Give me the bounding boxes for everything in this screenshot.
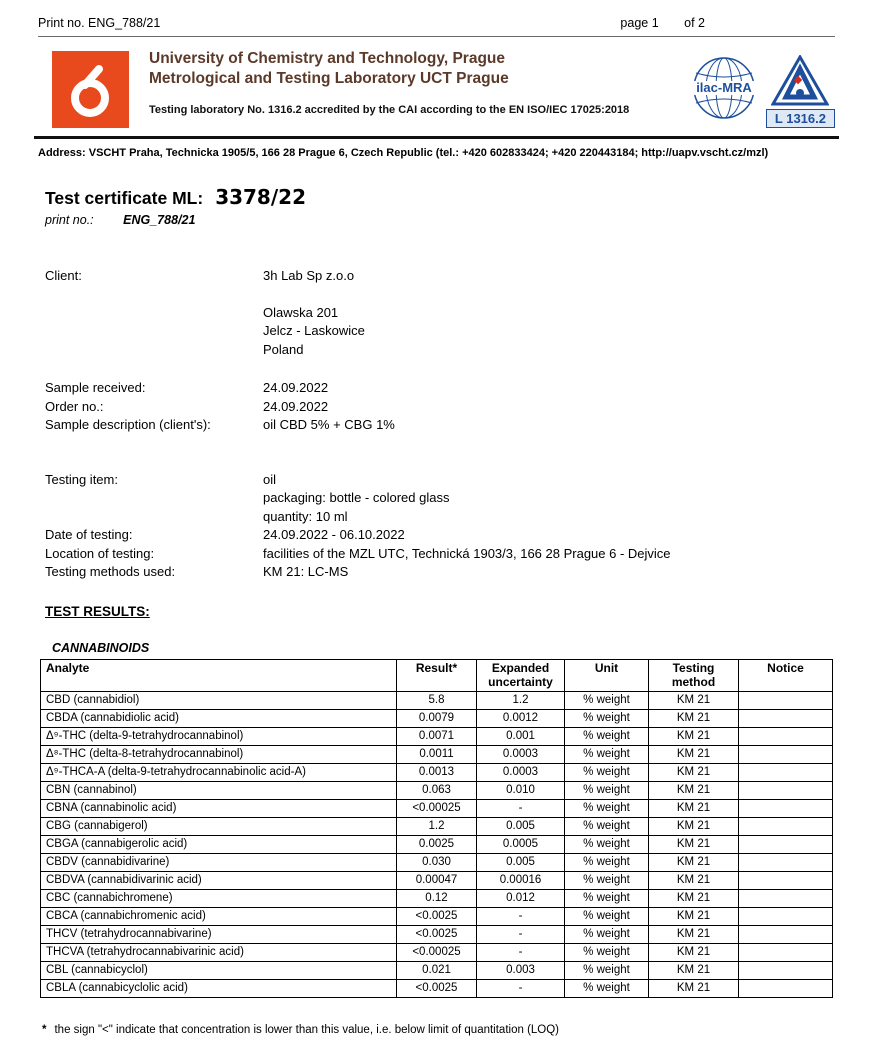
uncertainty-cell: -: [477, 979, 565, 997]
method-cell: KM 21: [649, 871, 739, 889]
table-row: [41, 817, 833, 835]
analyte-cell: CBC (cannabichromene): [41, 889, 397, 907]
svg-text:ilac-MRA: ilac-MRA: [696, 80, 752, 95]
table-row: [41, 709, 833, 727]
analyte-cell: CBG (cannabigerol): [41, 817, 397, 835]
unit-cell: % weight: [565, 691, 649, 709]
table-row: [41, 889, 833, 907]
sample-received-row: [45, 379, 873, 398]
letterhead: [38, 47, 835, 128]
unit-cell: % weight: [565, 709, 649, 727]
method-cell: KM 21: [649, 781, 739, 799]
result-cell: 5.8: [397, 691, 477, 709]
footnote-asterisk: *: [42, 1023, 47, 1036]
certificate-number: 3378/22: [215, 185, 306, 209]
methods-value: KM 21: LC-MS: [263, 564, 349, 579]
unit-cell: % weight: [565, 781, 649, 799]
unit-cell: % weight: [565, 907, 649, 925]
unit-cell: % weight: [565, 727, 649, 745]
uncertainty-cell: 0.0012: [477, 709, 565, 727]
method-cell: KM 21: [649, 979, 739, 997]
uncertainty-cell: 0.012: [477, 889, 565, 907]
method-cell: KM 21: [649, 691, 739, 709]
order-no-row: [45, 398, 873, 417]
result-cell: <0.0025: [397, 979, 477, 997]
uncertainty-cell: 0.00016: [477, 871, 565, 889]
client-label: Client:: [45, 268, 82, 283]
analyte-cell: CBNA (cannabinolic acid): [41, 799, 397, 817]
table-header-row: [41, 659, 833, 691]
table-row: [41, 691, 833, 709]
result-cell: 0.021: [397, 961, 477, 979]
print-no-row: [45, 213, 873, 227]
uncertainty-header: Expanded uncertainty: [477, 659, 565, 691]
result-cell: 0.00047: [397, 871, 477, 889]
table-row: [41, 907, 833, 925]
org-name-line2: Metrological and Testing Laboratory UCT Prague: [149, 70, 509, 88]
analyte-cell: Δ⁹-THCA-A (delta-9-tetrahydrocannabinolic acid-A): [41, 763, 397, 781]
uncertainty-cell: 0.005: [477, 853, 565, 871]
testing-item-row: [45, 471, 873, 490]
notice-cell: [739, 871, 833, 889]
uncertainty-cell: -: [477, 925, 565, 943]
result-cell: 0.0079: [397, 709, 477, 727]
unit-cell: % weight: [565, 835, 649, 853]
notice-cell: [739, 817, 833, 835]
uncertainty-cell: 0.0005: [477, 835, 565, 853]
result-cell: 0.030: [397, 853, 477, 871]
unit-cell: % weight: [565, 979, 649, 997]
location-label: Location of testing:: [45, 545, 155, 561]
notice-cell: [739, 763, 833, 781]
results-table: [40, 659, 833, 998]
notice-cell: [739, 853, 833, 871]
certificate-title: Test certificate ML:: [45, 188, 204, 208]
location-value: facilities of the MZL UTC, Technická 1903/3, 166 28 Prague 6 - Dejvice: [263, 545, 671, 561]
date-of-testing-label: Date of testing:: [45, 527, 133, 542]
method-header: Testing method: [649, 659, 739, 691]
table-row: [41, 943, 833, 961]
unit-header: Unit: [565, 659, 649, 691]
footnote: [42, 1024, 873, 1036]
notice-cell: [739, 691, 833, 709]
table-row: [41, 781, 833, 799]
method-cell: KM 21: [649, 889, 739, 907]
accreditation-line: Testing laboratory No. 1316.2 accredited by the CAI according to the EN ISO/IEC 17025:2018: [149, 104, 630, 117]
unit-cell: % weight: [565, 871, 649, 889]
result-cell: 0.0011: [397, 745, 477, 763]
notice-cell: [739, 745, 833, 763]
result-cell: 0.0071: [397, 727, 477, 745]
method-cell: KM 21: [649, 943, 739, 961]
methods-row: [45, 563, 873, 582]
analyte-cell: CBN (cannabinol): [41, 781, 397, 799]
uncertainty-cell: -: [477, 907, 565, 925]
analyte-cell: CBDVA (cannabidivarinic acid): [41, 871, 397, 889]
cannabinoids-heading: CANNABINOIDS: [52, 640, 150, 655]
certificate-details: [45, 267, 873, 582]
org-name-line1: University of Chemistry and Technology, Prague: [149, 50, 506, 67]
analyte-cell: Δ⁹-THC (delta-9-tetrahydrocannabinol): [41, 727, 397, 745]
result-cell: 0.0013: [397, 763, 477, 781]
analyte-cell: CBDV (cannabidivarine): [41, 853, 397, 871]
notice-cell: [739, 979, 833, 997]
client-address-line: Olawska 201: [263, 304, 339, 320]
method-cell: KM 21: [649, 835, 739, 853]
testing-item-label: Testing item:: [45, 471, 118, 487]
method-cell: KM 21: [649, 709, 739, 727]
unit-cell: % weight: [565, 817, 649, 835]
method-cell: KM 21: [649, 907, 739, 925]
table-row: [41, 961, 833, 979]
analyte-cell: THCVA (tetrahydrocannabivarinic acid): [41, 943, 397, 961]
top-bar: [38, 0, 835, 30]
method-cell: KM 21: [649, 727, 739, 745]
sample-description-label: Sample description (client's):: [45, 417, 211, 432]
notice-cell: [739, 925, 833, 943]
certificate-title-row: [45, 185, 873, 209]
client-address-line: Poland: [263, 341, 304, 357]
print-no-label: print no.:: [45, 213, 94, 227]
notice-cell: [739, 835, 833, 853]
notice-cell: [739, 781, 833, 799]
analyte-cell: CBGA (cannabigerolic acid): [41, 835, 397, 853]
method-cell: KM 21: [649, 925, 739, 943]
analyte-cell: CBCA (cannabichromenic acid): [41, 907, 397, 925]
method-cell: KM 21: [649, 745, 739, 763]
client-address-row-3: [45, 341, 873, 360]
result-cell: <0.0025: [397, 907, 477, 925]
address-line: Address: VSCHT Praha, Technicka 1905/5, 166 28 Prague 6, Czech Republic (tel.: +420 602833424; +420 220443184; http://uapv.vscht.cz/mzl): [38, 147, 769, 159]
client-name: 3h Lab Sp z.o.o: [263, 268, 355, 283]
unit-cell: % weight: [565, 763, 649, 781]
uncertainty-cell: 0.0003: [477, 745, 565, 763]
analyte-cell: Δ⁸-THC (delta-8-tetrahydrocannabinol): [41, 745, 397, 763]
sample-description-value: oil CBD 5% + CBG 1%: [263, 417, 395, 432]
uncertainty-cell: -: [477, 943, 565, 961]
table-row: [41, 835, 833, 853]
unit-cell: % weight: [565, 961, 649, 979]
table-row: [41, 763, 833, 781]
date-of-testing-row: [45, 526, 873, 545]
table-row: [41, 979, 833, 997]
test-results-heading: TEST RESULTS:: [45, 603, 150, 619]
result-cell: 0.12: [397, 889, 477, 907]
accreditation-logos: [690, 47, 835, 128]
notice-cell: [739, 961, 833, 979]
location-row: [45, 545, 873, 564]
unit-cell: % weight: [565, 799, 649, 817]
date-of-testing-value: 24.09.2022 - 06.10.2022: [263, 527, 405, 542]
uncertainty-cell: 0.001: [477, 727, 565, 745]
result-cell: <0.0025: [397, 925, 477, 943]
analyte-cell: THCV (tetrahydrocannabivarine): [41, 925, 397, 943]
table-row: [41, 853, 833, 871]
unit-cell: % weight: [565, 853, 649, 871]
packaging-value: packaging: bottle - colored glass: [263, 490, 450, 505]
ilac-mra-logo-icon: [690, 55, 758, 126]
page-label: page 1: [620, 16, 659, 30]
unit-cell: % weight: [565, 943, 649, 961]
print-no-header: Print no. ENG_788/21: [38, 16, 161, 30]
analyte-cell: CBLA (cannabicyclolic acid): [41, 979, 397, 997]
unit-cell: % weight: [565, 745, 649, 763]
table-row: [41, 871, 833, 889]
notice-cell: [739, 799, 833, 817]
client-address-row-2: [45, 322, 873, 341]
top-divider: [38, 36, 835, 37]
method-cell: KM 21: [649, 799, 739, 817]
table-row: [41, 799, 833, 817]
results-table-body: [41, 691, 833, 997]
analyte-cell: CBD (cannabidiol): [41, 691, 397, 709]
uncertainty-cell: -: [477, 799, 565, 817]
table-row: [41, 925, 833, 943]
sample-description-row: [45, 416, 873, 435]
footnote-text: the sign "<" indicate that concentration is lower than this value, i.e. below limit of quantitation (LOQ): [54, 1023, 560, 1036]
page-number: [620, 16, 705, 30]
sample-received-label: Sample received:: [45, 380, 146, 395]
header-divider: [34, 136, 839, 139]
notice-header: Notice: [739, 659, 833, 691]
result-cell: <0.00025: [397, 943, 477, 961]
method-cell: KM 21: [649, 853, 739, 871]
analyte-cell: CBDA (cannabidiolic acid): [41, 709, 397, 727]
order-no-label: Order no.:: [45, 398, 104, 414]
client-address-row-1: [45, 304, 873, 323]
testing-item-row-2: [45, 489, 873, 508]
method-cell: KM 21: [649, 763, 739, 781]
table-row: [41, 727, 833, 745]
uct-logo-icon: [52, 51, 129, 128]
order-no-value: 24.09.2022: [263, 398, 329, 414]
result-cell: <0.00025: [397, 799, 477, 817]
method-cell: KM 21: [649, 961, 739, 979]
quantity-value: quantity: 10 ml: [263, 508, 348, 524]
notice-cell: [739, 889, 833, 907]
result-cell: 1.2: [397, 817, 477, 835]
client-address-line: Jelcz - Laskowice: [263, 323, 365, 338]
method-cell: KM 21: [649, 817, 739, 835]
table-row: [41, 745, 833, 763]
testing-item-row-3: [45, 508, 873, 527]
notice-cell: [739, 709, 833, 727]
uncertainty-cell: 0.0003: [477, 763, 565, 781]
uncertainty-cell: 0.010: [477, 781, 565, 799]
uncertainty-cell: 0.005: [477, 817, 565, 835]
page-of-label: of 2: [684, 16, 705, 30]
cai-logo-icon: [771, 55, 829, 107]
result-cell: 0.063: [397, 781, 477, 799]
result-cell: 0.0025: [397, 835, 477, 853]
cai-accreditation-number: L 1316.2: [766, 109, 835, 128]
methods-label: Testing methods used:: [45, 564, 176, 579]
uncertainty-cell: 0.003: [477, 961, 565, 979]
client-row: [45, 267, 873, 286]
analyte-cell: CBL (cannabicyclol): [41, 961, 397, 979]
letterhead-text: [149, 47, 629, 116]
testing-item-value: oil: [263, 471, 277, 487]
unit-cell: % weight: [565, 925, 649, 943]
notice-cell: [739, 943, 833, 961]
unit-cell: % weight: [565, 889, 649, 907]
analyte-header: Analyte: [41, 659, 397, 691]
result-header: Result*: [397, 659, 477, 691]
cai-logo-block: [766, 55, 835, 128]
sample-received-value: 24.09.2022: [263, 380, 329, 395]
notice-cell: [739, 907, 833, 925]
notice-cell: [739, 727, 833, 745]
print-no-value: ENG_788/21: [123, 213, 196, 227]
uncertainty-cell: 1.2: [477, 691, 565, 709]
